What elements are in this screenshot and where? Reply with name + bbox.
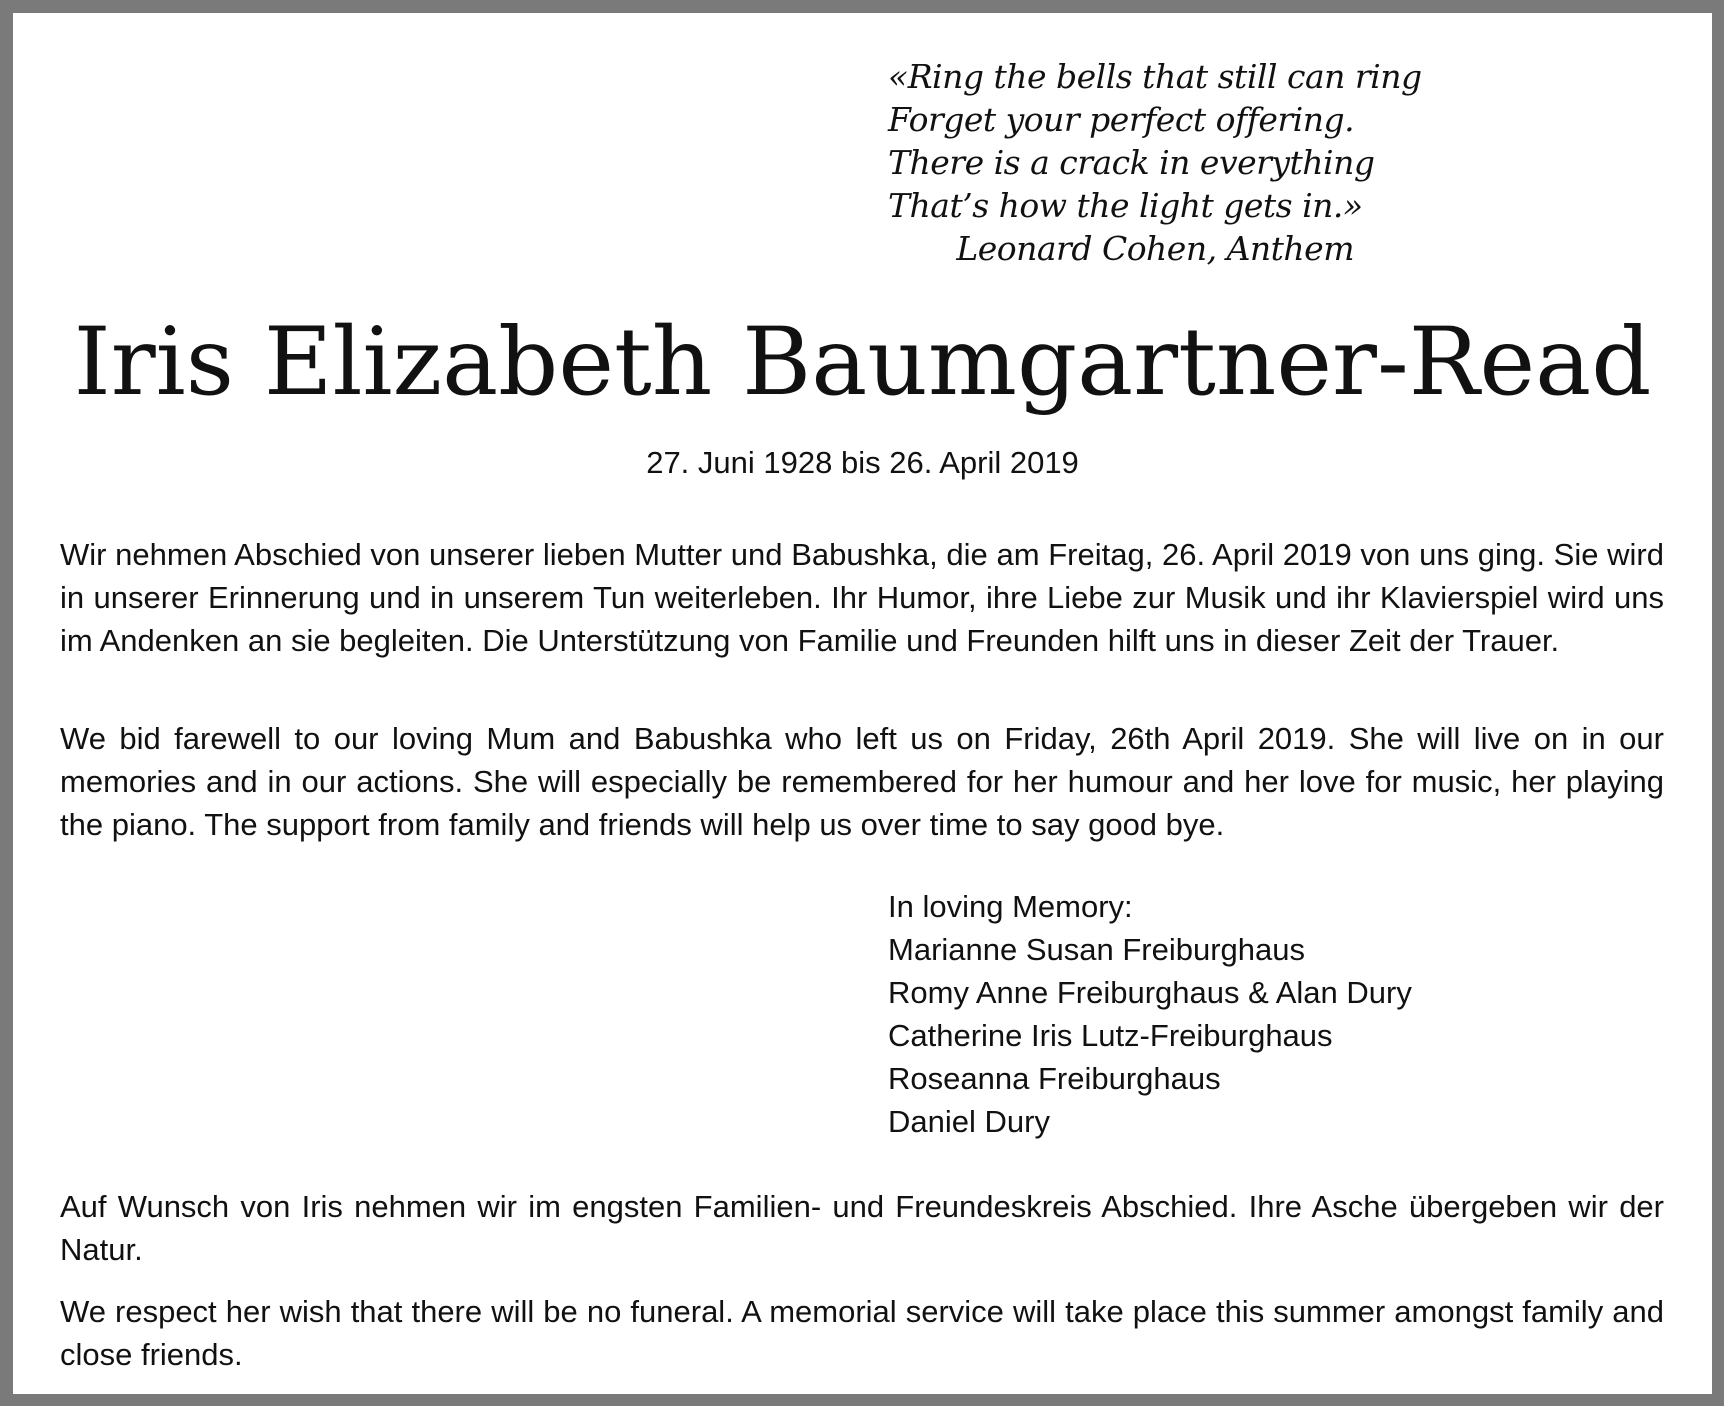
obituary-page (13, 13, 1712, 1394)
closing-english: We respect her wish that there will be no funeral. A memorial service will take place this summer amongst family and close friends. (60, 1294, 1664, 1372)
life-dates: 27. Juni 1928 bis 26. April 2019 (646, 445, 1079, 480)
quote-line: Forget your perfect offering. (888, 100, 1355, 139)
quote-attribution: Leonard Cohen, Anthem (956, 229, 1354, 268)
memory-name: Roseanna Freiburghaus (888, 1061, 1221, 1096)
paragraph-german: Wir nehmen Abschied von unserer lieben Mutter und Babushka, die am Freitag, 26. April 2019 von uns ging. Sie wird in unserer Erinnerung und in unserem Tun weiterleben. Ihr Humor, ihre Liebe zur Musik und ihr Klavierspiel wird uns im Andenken an sie begleiten. Die Unterstützung von Familie und Freunden hilft uns in dieser Zeit der Trauer. (60, 537, 1664, 658)
memory-name: Romy Anne Freiburghaus & Alan Dury (888, 975, 1412, 1010)
quote-line: That’s how the light gets in.» (888, 186, 1363, 225)
in-memory-list (888, 885, 1588, 1143)
memory-name: Daniel Dury (888, 1104, 1050, 1139)
memory-heading: In loving Memory: (888, 889, 1133, 924)
quote-line: There is a crack in everything (888, 143, 1375, 182)
deceased-name: Iris Elizabeth Baumgartner-Read (73, 308, 1652, 417)
closing-german: Auf Wunsch von Iris nehmen wir im engsten Familien- und Freundeskreis Abschied. Ihre Asche übergeben wir der Natur. (60, 1189, 1664, 1267)
quote-line: «Ring the bells that still can ring (888, 57, 1422, 96)
memory-name: Catherine Iris Lutz-Freiburghaus (888, 1018, 1333, 1053)
paragraph-english: We bid farewell to our loving Mum and Babushka who left us on Friday, 26th April 2019. She will live on in our memories and in our actions. She will especially be remembered for her humour and her love for music, her playing the piano. The support from family and friends will help us over time to say good bye. (60, 721, 1664, 842)
memory-name: Marianne Susan Freiburghaus (888, 932, 1306, 967)
epigraph-quote (888, 55, 1422, 270)
